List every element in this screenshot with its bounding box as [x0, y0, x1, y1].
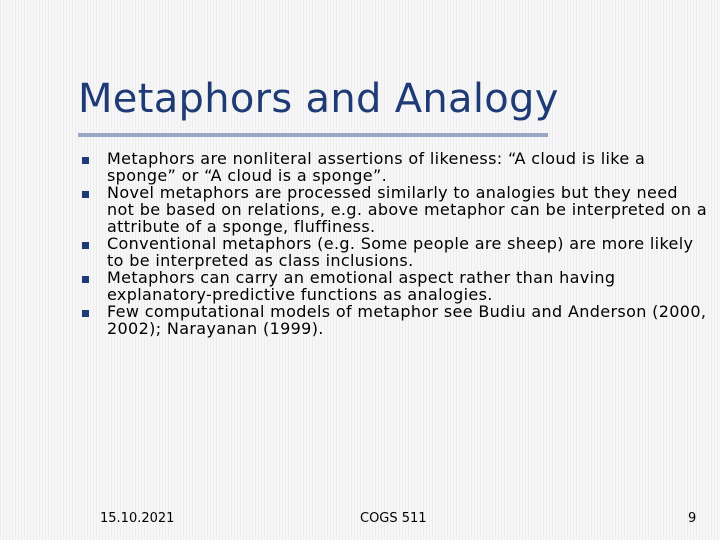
bullet-text: Metaphors can carry an emotional aspect rather than having explanatory-predictive functions as analogies.: [107, 268, 616, 304]
footer-date: 15.10.2021: [100, 511, 175, 526]
square-bullet-icon: [82, 276, 89, 283]
bullet-item: [80, 184, 710, 235]
bullet-text: Few computational models of metaphor see Budiu and Anderson (2000, 2002); Narayanan (1999).: [107, 302, 707, 338]
square-bullet-icon: [82, 310, 89, 317]
bullet-item: [80, 235, 710, 269]
square-bullet-icon: [82, 191, 89, 198]
bullet-text: Conventional metaphors (e.g. Some people are sheep) are more likely to be interpreted as class inclusions.: [107, 234, 694, 270]
bullet-item: [80, 303, 710, 337]
bullet-text: Novel metaphors are processed similarly to analogies but they need not be based on relations, e.g. above metaphor can be interpreted on a attribute of a sponge, fluffiness.: [107, 183, 708, 236]
bullet-list: [80, 150, 710, 337]
square-bullet-icon: [82, 242, 89, 249]
slide-title: Metaphors and Analogy: [78, 76, 559, 122]
title-underline: [78, 133, 548, 137]
bullet-item: [80, 269, 710, 303]
footer-course-code: COGS 511: [360, 511, 427, 526]
square-bullet-icon: [82, 157, 89, 164]
bullet-item: [80, 150, 710, 184]
bullet-text: Metaphors are nonliteral assertions of likeness: “A cloud is like a sponge” or “A cloud is a sponge”.: [107, 149, 646, 185]
footer-page-number: 9: [688, 511, 697, 526]
